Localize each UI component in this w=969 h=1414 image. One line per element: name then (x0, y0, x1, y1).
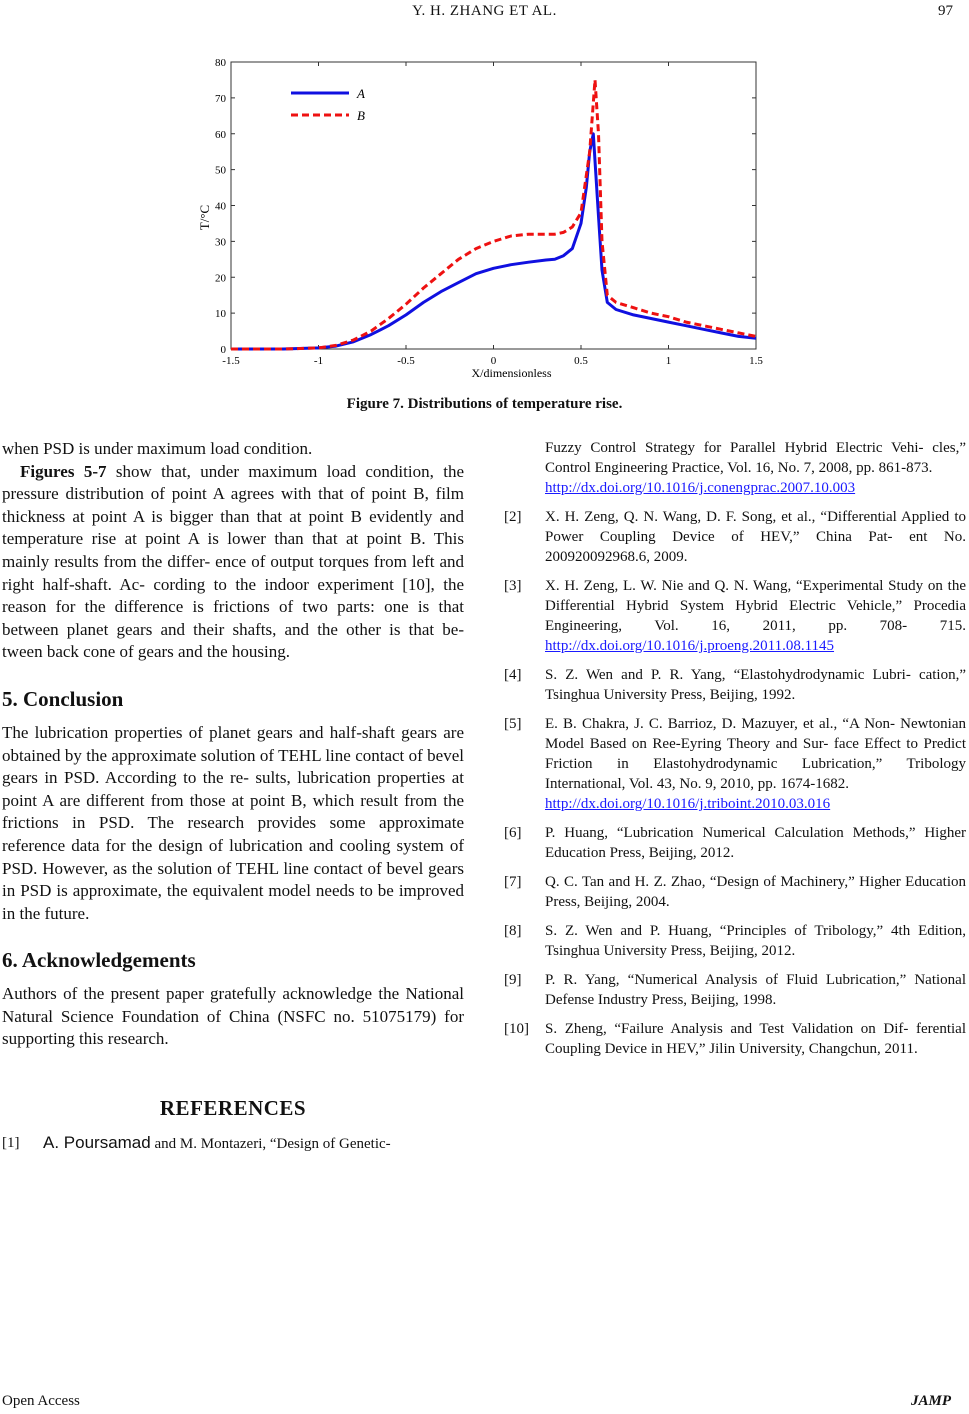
reference-number: [2] (504, 509, 522, 525)
running-header: Y. H. ZHANG ET AL. (412, 3, 557, 19)
left-column (2, 438, 464, 1163)
paragraph: Authors of the present paper gratefully acknowledge the National Natural Science Foundation of China (NSFC no. 51075179) for supporting this research. (2, 984, 464, 1049)
legend-label-b: B (357, 108, 365, 123)
reference-number: [6] (504, 825, 522, 841)
paragraph-text: show that, under maximum load condition, the pressure distribution of point A agrees with that of point B, film thickness at point A is bigger than that at point B evidently and temperature rise at point A is lower than that at point B. This mainly results from the differ- ence of output torques from left and right half-shaft. Ac- cording to the indoor experiment [10], the reason for the difference is frictions of two parts: one is that between planet gears and their shafts, and the other is that be- tween back cone of gears and the housing. (2, 461, 465, 662)
reference-link[interactable]: http://dx.doi.org/10.1016/j.proeng.2011.08.1145 (545, 638, 835, 654)
reference-text: Q. C. Tan and H. Z. Zhao, “Design of Machinery,” Higher Education Press, Beijing, 2004. (545, 874, 966, 910)
reference-text: S. Z. Wen and P. Huang, “Principles of Tribology,” 4th Edition, Tsinghua University Press, Beijing, 2012. (545, 923, 966, 959)
x-tick-label: -1 (313, 355, 324, 367)
y-axis-label: T/°C (197, 204, 212, 231)
reference-text: S. Z. Wen and P. R. Yang, “Elastohydrodynamic Lubri- cation,” Tsinghua University Press, Beijing, 1992. (545, 667, 966, 703)
x-tick-label: 1 (665, 355, 672, 367)
x-tick-label: 0.5 (574, 355, 588, 367)
reference-text: X. H. Zeng, L. W. Nie and Q. N. Wang, “Experimental Study on the Differential Hybrid System Hybrid Electric Vehicle,” Procedia Engineering, Vol. 16, 2011, pp. 708- 715. (545, 578, 966, 634)
reference-item (504, 714, 966, 814)
figure-ref: Figures 5-7 (20, 461, 107, 481)
reference-number: [10] (504, 1021, 529, 1037)
page-number: 97 (938, 3, 953, 19)
plot-area (231, 62, 756, 349)
series-line-a (231, 134, 756, 349)
footer-open-access: Open Access (2, 1393, 80, 1409)
reference-text: P. R. Yang, “Numerical Analysis of Fluid Lubrication,” National Defense Industry Press, Beijing, 1998. (545, 972, 966, 1008)
reference-item (2, 1133, 464, 1154)
y-tick-label: 50 (215, 164, 226, 177)
reference-number: [5] (504, 716, 522, 732)
x-tick-label: -0.5 (397, 355, 415, 367)
reference-text: and M. Montazeri, “Design of Genetic- (150, 1136, 391, 1153)
reference-number: [1] (2, 1135, 20, 1152)
y-tick-label: 30 (215, 236, 226, 249)
paragraph: The lubrication properties of planet gears and half-shaft gears are obtained by the approximate solution of TEHL line contact of bevel gears in PSD. According to the re- sults, lubrication properties at point A are different from those at point B, which result from the frictions in PSD. The research provides some approximate reference data for the design of lubrication and cooling system of PSD. However, as the solution of TEHL line contact of bevel gears in PSD is approximate, the equivalent model needs to be improved in the future. (2, 722, 464, 923)
series-layer (231, 80, 756, 349)
section-heading-conclusion: 5. Conclusion (2, 686, 124, 711)
figure-caption: Figure 7. Distributions of temperature rise. (346, 396, 623, 412)
x-tick-label: 1.5 (749, 355, 763, 367)
y-tick-label: 20 (215, 272, 226, 285)
reference-number: [8] (504, 923, 522, 939)
legend-label-a: A (357, 86, 365, 101)
reference-item (504, 970, 966, 1010)
reference-text: Fuzzy Control Strategy for Parallel Hybrid Electric Vehi- cles,” Control Engineering Practice, Vol. 16, No. 7, 2008, pp. 861-873. (545, 440, 966, 476)
axis-ticks (215, 57, 763, 367)
reference-number: [3] (504, 578, 522, 594)
reference-text: P. Huang, “Lubrication Numerical Calculation Methods,” Higher Education Press, Beijing, 2012. (545, 825, 966, 861)
reference-link[interactable]: http://dx.doi.org/10.1016/j.triboint.2010.03.016 (545, 796, 831, 812)
plot-frame (231, 62, 756, 349)
temperature-rise-chart (195, 50, 775, 380)
reference-number: [4] (504, 667, 522, 683)
paragraph: when PSD is under maximum load condition. (2, 439, 313, 458)
footer-journal: JAMP (910, 1393, 951, 1409)
reference-item (504, 1019, 966, 1059)
reference-link[interactable]: http://dx.doi.org/10.1016/j.conengprac.2007.10.003 (545, 480, 856, 496)
reference-item (504, 921, 966, 961)
reference-item (504, 823, 966, 863)
y-tick-label: 40 (215, 200, 226, 213)
reference-number: [9] (504, 972, 522, 988)
reference-text: S. Zheng, “Failure Analysis and Test Validation on Dif- ferential Coupling Device in HEV,” Jilin University, Changchun, 2011. (545, 1021, 966, 1057)
x-axis-label: X/dimensionless (471, 366, 552, 380)
references-heading: REFERENCES (159, 1096, 307, 1121)
y-tick-label: 70 (215, 92, 226, 105)
reference-item (504, 872, 966, 912)
reference-item (504, 438, 966, 498)
reference-author: A. Poursamad (43, 1133, 151, 1153)
x-tick-label: 0 (490, 355, 497, 367)
y-tick-label: 10 (215, 308, 226, 321)
reference-item (504, 576, 966, 656)
reference-item (504, 665, 966, 705)
y-tick-label: 0 (220, 344, 226, 356)
legend (291, 86, 365, 123)
y-tick-label: 60 (215, 128, 226, 141)
reference-text: E. B. Chakra, J. C. Barrioz, D. Mazuyer, et al., “A Non- Newtonian Model Based on Ree-Eyring Theory and Sur- face Effect to Predict Friction in Elastohydrodynamic Lubrication,” Tribology International, Vol. 43, No. 9, 2010, pp. 1674-1682. (545, 716, 966, 792)
reference-item (504, 507, 966, 567)
section-heading-acknowledgements: 6. Acknowledgements (2, 948, 196, 973)
y-tick-label: 80 (215, 57, 226, 69)
reference-number: [7] (504, 874, 522, 890)
paragraph (2, 461, 464, 664)
x-tick-label: -1.5 (222, 355, 240, 367)
reference-text: X. H. Zeng, Q. N. Wang, D. F. Song, et al., “Differential Applied to Power Coupling Device of HEV,” China Pat- ent No. 200920092968.6, 2009. (545, 509, 966, 565)
series-line-b (231, 80, 756, 349)
right-column (504, 438, 966, 1068)
